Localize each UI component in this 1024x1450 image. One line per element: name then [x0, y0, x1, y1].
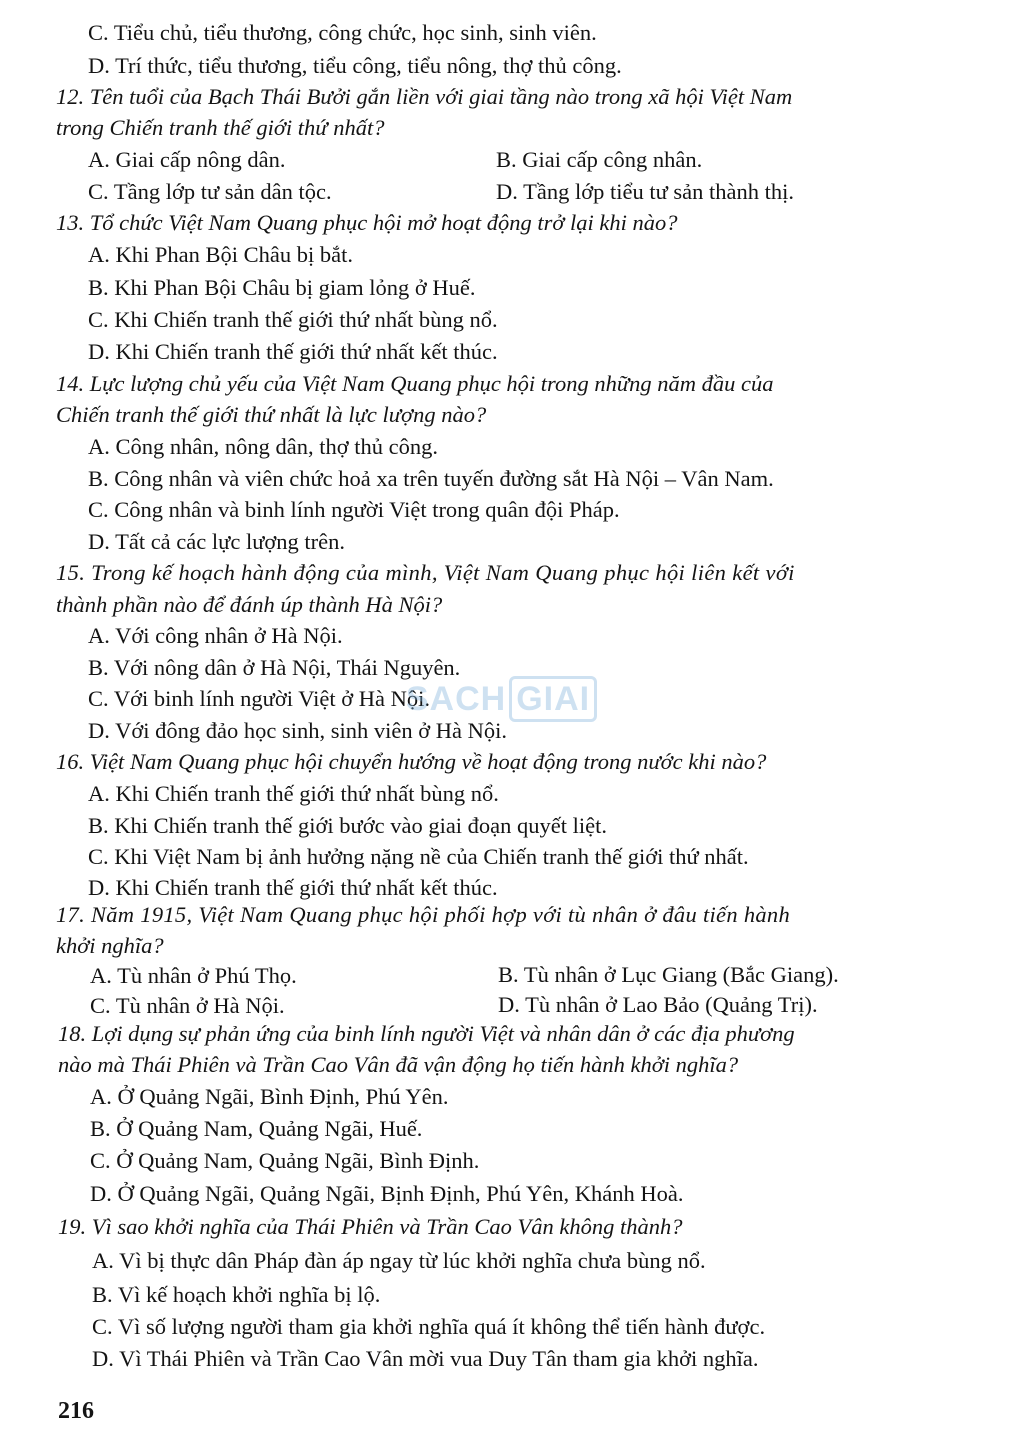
q15-option-a: A. Với công nhân ở Hà Nội.: [88, 623, 343, 648]
q14-option-d: D. Tất cả các lực lượng trên.: [88, 529, 346, 554]
q19-text-line1: 19. Vì sao khởi nghĩa của Thái Phiên và Trần Cao Vân không thành?: [58, 1214, 683, 1239]
page-number: 216: [58, 1398, 94, 1424]
q12-option-c: C. Tầng lớp tư sản dân tộc.: [88, 179, 332, 204]
watermark-text-sach: SACH: [405, 679, 507, 718]
q12-option-b: B. Giai cấp công nhân.: [496, 147, 703, 172]
q14-option-a: A. Công nhân, nông dân, thợ thủ công.: [88, 434, 438, 459]
q13-option-d: D. Khi Chiến tranh thế giới thứ nhất kết thúc.: [88, 339, 498, 364]
q16-option-a: A. Khi Chiến tranh thế giới thứ nhất bùng nổ.: [88, 781, 499, 806]
q19-option-a: A. Vì bị thực dân Pháp đàn áp ngay từ lúc khởi nghĩa chưa bùng nổ.: [92, 1248, 706, 1273]
q13-text-line1: 13. Tổ chức Việt Nam Quang phục hội mở hoạt động trở lại khi nào?: [56, 210, 678, 235]
q16-option-d: D. Khi Chiến tranh thế giới thứ nhất kết thúc.: [88, 875, 498, 900]
q15-option-c: C. Với binh lính người Việt ở Hà Nội.: [88, 686, 430, 711]
q17-option-a: A. Tù nhân ở Phú Thọ.: [90, 963, 297, 988]
q18-option-d: D. Ở Quảng Ngãi, Quảng Ngãi, Bịnh Định, Phú Yên, Khánh Hoà.: [90, 1181, 684, 1206]
q14-option-b: B. Công nhân và viên chức hoả xa trên tuyến đường sắt Hà Nội – Vân Nam.: [88, 466, 774, 491]
q18-option-b: B. Ở Quảng Nam, Quảng Ngãi, Huế.: [90, 1116, 423, 1141]
q18-text-line2: nào mà Thái Phiên và Trần Cao Vân đã vận động họ tiến hành khởi nghĩa?: [58, 1052, 739, 1077]
q17-option-d: D. Tù nhân ở Lao Bảo (Quảng Trị).: [498, 992, 818, 1017]
q19-option-c: C. Vì số lượng người tham gia khởi nghĩa quá ít không thể tiến hành được.: [92, 1314, 766, 1339]
q14-text-line2: Chiến tranh thế giới thứ nhất là lực lượng nào?: [56, 402, 487, 427]
q19-option-d: D. Vì Thái Phiên và Trần Cao Vân mời vua Duy Tân tham gia khởi nghĩa.: [92, 1346, 759, 1371]
q16-option-b: B. Khi Chiến tranh thế giới bước vào giai đoạn quyết liệt.: [88, 813, 608, 838]
q12-option-d: D. Tầng lớp tiểu tư sản thành thị.: [496, 179, 795, 204]
q11-option-c: C. Tiểu chủ, tiểu thương, công chức, học sinh, sinh viên.: [88, 20, 597, 45]
q18-option-a: A. Ở Quảng Ngãi, Bình Định, Phú Yên.: [90, 1084, 449, 1109]
q15-text-line1: 15. Trong kế hoạch hành động của mình, Việt Nam Quang phục hội liên kết với: [56, 560, 795, 585]
q13-option-b: B. Khi Phan Bội Châu bị giam lỏng ở Huế.: [88, 275, 476, 300]
q12-text-line2: trong Chiến tranh thế giới thứ nhất?: [56, 115, 385, 140]
q13-option-c: C. Khi Chiến tranh thế giới thứ nhất bùng nổ.: [88, 307, 498, 332]
q16-option-c: C. Khi Việt Nam bị ảnh hưởng nặng nề của Chiến tranh thế giới thứ nhất.: [88, 844, 749, 869]
q14-option-c: C. Công nhân và binh lính người Việt trong quân đội Pháp.: [88, 497, 620, 522]
q17-option-c: C. Tù nhân ở Hà Nội.: [90, 993, 285, 1018]
q12-option-a: A. Giai cấp nông dân.: [88, 147, 286, 172]
q12-text-line1: 12. Tên tuổi của Bạch Thái Bưởi gắn liền với giai tầng nào trong xã hội Việt Nam: [56, 84, 793, 109]
q19-option-b: B. Vì kế hoạch khởi nghĩa bị lộ.: [92, 1282, 381, 1307]
q15-option-d: D. Với đông đảo học sinh, sinh viên ở Hà Nội.: [88, 718, 507, 743]
q14-text-line1: 14. Lực lượng chủ yếu của Việt Nam Quang phục hội trong những năm đầu của: [56, 371, 774, 396]
q17-text-line2: khởi nghĩa?: [56, 933, 164, 958]
q13-option-a: A. Khi Phan Bội Châu bị bắt.: [88, 242, 353, 267]
q16-text-line1: 16. Việt Nam Quang phục hội chuyển hướng về hoạt động trong nước khi nào?: [56, 749, 767, 774]
q17-option-b: B. Tù nhân ở Lục Giang (Bắc Giang).: [498, 962, 839, 987]
q15-option-b: B. Với nông dân ở Hà Nội, Thái Nguyên.: [88, 655, 461, 680]
q17-text-line1: 17. Năm 1915, Việt Nam Quang phục hội phối hợp với tù nhân ở đâu tiến hành: [56, 902, 791, 927]
q18-text-line1: 18. Lợi dụng sự phản ứng của binh lính người Việt và nhân dân ở các địa phương: [58, 1021, 795, 1046]
watermark-text-giai: GIAI: [509, 676, 597, 722]
q11-option-d: D. Trí thức, tiểu thương, tiểu công, tiểu nông, thợ thủ công.: [88, 53, 622, 78]
q15-text-line2: thành phần nào để đánh úp thành Hà Nội?: [56, 592, 443, 617]
q18-option-c: C. Ở Quảng Nam, Quảng Ngãi, Bình Định.: [90, 1148, 480, 1173]
